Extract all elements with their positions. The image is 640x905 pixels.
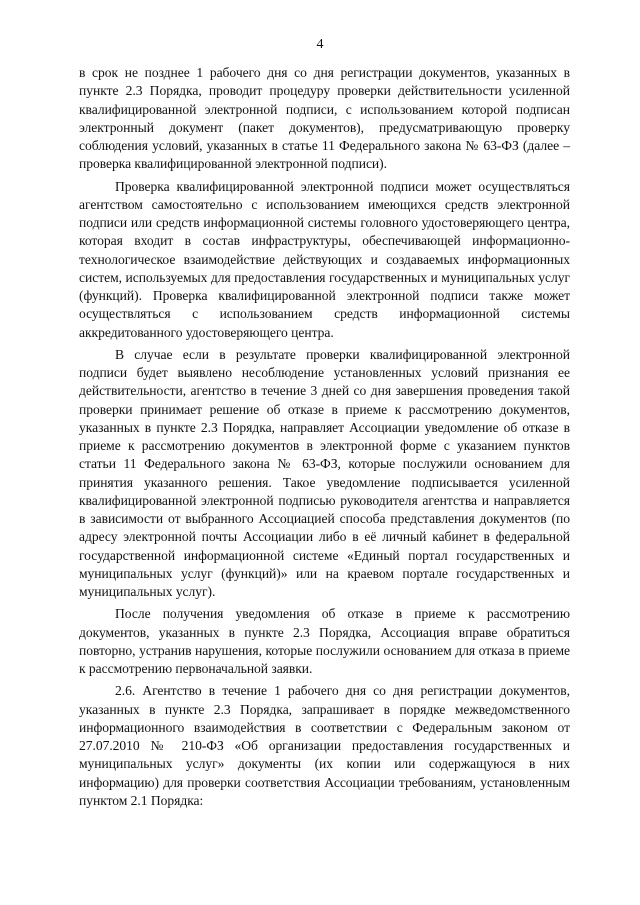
paragraph-qualified-signature-check: в срок не позднее 1 рабочего дня со дня регистрации документов, указанных в пункте 2.3 Порядка, проводит процедуру проверки действительности усиленной квалифицированной электронной подписи, с использованием которой подписан электронный документ (пакет документов), предусматривающую проверку соблюдения условий, указанных в статье 11 Федерального закона № 63-ФЗ (далее – проверка квалифицированной электронной подписи). [79,65,570,172]
paragraph-reapplication: После получения уведомления об отказе в приеме к рассмотрению документов, указанных в пункте 2.3 Порядка, Ассоциация вправе обратиться повторно, устранив нарушения, которые послужили основанием для отказа в приеме к рассмотрению первоначальной заявки. [79,606,570,676]
page-number: 4 [316,37,324,52]
paragraph-clause-2-6: 2.6. Агентство в течение 1 рабочего дня со дня регистрации документов, указанных в пункте 2.3 Порядка, запрашивает в порядке межведомственного информационного взаимодействия в соответствии с Федеральным законом от 27.07.2010 № 210-ФЗ «Об организации предоставления государственных и муниципальных услуг» документы (их копии или содержащуюся в них информацию) для проверки соответствия Ассоциации требованиям, установленным пунктом 2.1 Порядка: [79,683,570,808]
document-body [79,64,570,810]
paragraph-check-methods: Проверка квалифицированной электронной подписи может осуществляться агентством самостоятельно с использованием имеющихся средств электронной подписи или средств информационной системы головного удостоверяющего центра, которая входит в состав инфраструктуры, обеспечивающей информационно-технологическое взаимодействие действующих и создаваемых информационных систем, используемых для предоставления государственных и муниципальных услуг (функций). Проверка квалифицированной электронной подписи также может осуществляться с использованием средств информационной системы аккредитованного удостоверяющего центра. [79,178,570,340]
paragraph-refusal-notice: В случае если в результате проверки квалифицированной электронной подписи будет выявлено несоблюдение установленных условий признания ее действительности, агентство в течение 3 дней со дня завершения проведения такой проверки принимает решение об отказе в приеме к рассмотрению документов, указанных в пункте 2.3 Порядка, направляет Ассоциации уведомление об отказе в приеме к рассмотрению документов в электронной форме с указанием пунктов статьи 11 Федерального закона № 63-ФЗ, которые послужили основанием для принятия указанного решения. Такое уведомление подписывается усиленной квалифицированной электронной подписью руководителя агентства и направляется в зависимости от выбранного Ассоциацией способа представления документов (по адресу электронной почты Ассоциации либо в её личный кабинет в федеральной государственной информационной системе «Единый портал государственных и муниципальных услуг (функций)» или на краевом портале государственных и муниципальных услуг). [79,346,570,599]
